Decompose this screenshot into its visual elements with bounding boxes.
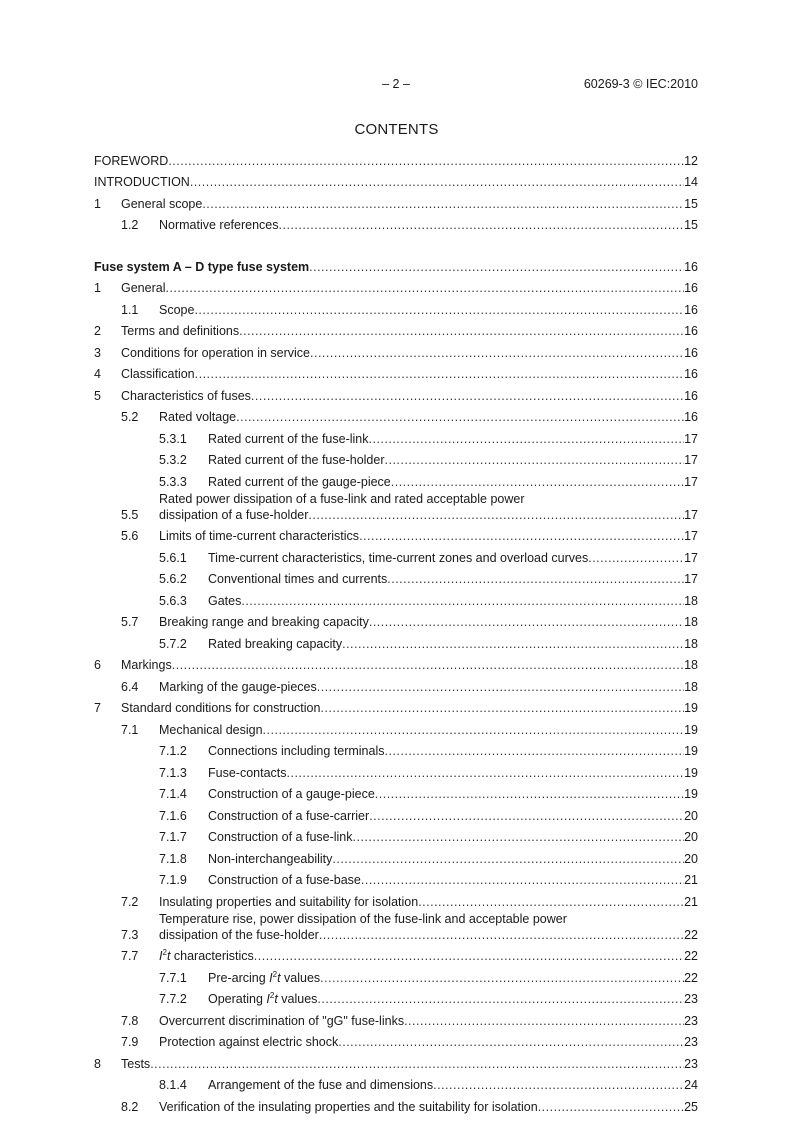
toc-entry-label: INTRODUCTION: [94, 175, 190, 189]
dot-leader: [369, 808, 684, 824]
toc-entry-page: 21: [684, 873, 698, 887]
toc-entry-label: Operating $I^2t$ values: [208, 991, 318, 1006]
toc-entry-label: Rated voltage: [159, 410, 237, 424]
toc-entry[interactable]: [94, 1032, 698, 1054]
toc-entry[interactable]: [94, 215, 698, 237]
toc-entry-number: 7.1.3: [159, 765, 187, 780]
dot-leader: [433, 1077, 684, 1093]
dot-leader: [320, 970, 684, 986]
toc-entry-page: 22: [684, 970, 698, 985]
page-number: – 2 –: [382, 77, 410, 91]
toc-entry-number: 5.7: [121, 615, 139, 629]
toc-entry-label: Mechanical design: [159, 722, 263, 737]
dot-leader: [202, 196, 684, 212]
toc-entry[interactable]: [94, 762, 698, 784]
toc-entry-page: 18: [684, 593, 698, 608]
dot-leader: [251, 388, 684, 404]
toc-entry-number: 5.3.1: [159, 431, 187, 446]
dot-leader: [387, 571, 684, 587]
dot-leader: [165, 280, 684, 296]
toc-entry-number: 1: [94, 281, 101, 295]
dot-leader: [385, 452, 685, 468]
toc-entry-label: Tests: [121, 1056, 151, 1071]
toc-entry[interactable]: [94, 633, 698, 655]
toc-entry-number: 7.3: [121, 927, 139, 942]
contents-title: CONTENTS: [354, 121, 439, 138]
toc-entry-page: 20: [684, 808, 698, 823]
dot-leader: [369, 431, 685, 447]
toc-entry-number: 5.6.1: [159, 550, 187, 565]
toc-entry[interactable]: [94, 967, 698, 989]
toc-entry[interactable]: [94, 676, 698, 698]
toc-entry[interactable]: [94, 741, 698, 763]
toc-entry-label: Rated current of the fuse-holder: [208, 453, 385, 467]
toc-entry-page: 18: [684, 615, 698, 629]
toc-entry[interactable]: [94, 547, 698, 569]
toc-entry-label-line1: Temperature rise, power dissipation of the fuse-link and acceptable power: [159, 911, 567, 926]
dot-leader: [279, 217, 685, 233]
toc-entry-page: 23: [684, 1035, 698, 1049]
toc-entry[interactable]: [94, 1096, 698, 1118]
toc-entry-number: 7.1.8: [159, 851, 187, 866]
dot-leader: [195, 366, 684, 382]
toc-entry-page: 24: [684, 1078, 698, 1092]
toc-entry-label: Insulating properties and suitability for isolation: [159, 894, 419, 909]
toc-entry-page: 18: [684, 636, 698, 651]
toc-entry-page: 18: [684, 658, 698, 672]
toc-entry-number: 7.1.6: [159, 808, 187, 823]
toc-entry[interactable]: [94, 569, 698, 591]
toc-entry[interactable]: [94, 1053, 698, 1075]
dot-leader: [263, 722, 685, 738]
toc-entry-label: Conventional times and currents: [208, 572, 388, 586]
toc-entry-label: Fuse-contacts: [208, 765, 287, 780]
toc-entry[interactable]: [94, 1075, 698, 1097]
toc-entry-number: 7.1.9: [159, 873, 187, 887]
toc-entry-number: 5.3.3: [159, 474, 187, 489]
toc-entry-page: 25: [684, 1099, 698, 1114]
dot-leader: [150, 1056, 684, 1072]
toc-entry-page: 19: [684, 722, 698, 737]
toc-entry-page: 18: [684, 679, 698, 694]
dot-leader: [369, 614, 684, 630]
toc-entry-number: 8: [94, 1056, 101, 1071]
toc-entry-label: FOREWORD: [94, 153, 169, 168]
toc-entry-page: 19: [684, 787, 698, 801]
toc-entry-number: 7.1.4: [159, 787, 187, 801]
toc-entry-number: 3: [94, 345, 101, 360]
page-header: [94, 77, 698, 93]
toc-entry[interactable]: [94, 891, 698, 913]
toc-entry[interactable]: [94, 278, 698, 300]
toc-entry-page: 16: [684, 281, 698, 295]
toc-entry-label: Markings: [121, 658, 172, 672]
toc-entry-page: 16: [684, 259, 698, 274]
dot-leader: [317, 991, 684, 1007]
toc-entry-page: 17: [684, 572, 698, 586]
toc-entry-label: Limits of time-current characteristics: [159, 529, 360, 543]
toc-entry-page: 17: [684, 507, 698, 522]
toc-entry-number: 5.6.3: [159, 593, 187, 608]
dot-leader: [320, 700, 684, 716]
dot-leader: [168, 153, 684, 169]
dot-leader: [404, 1013, 684, 1029]
table-of-contents: [94, 150, 698, 1118]
toc-entry-label: $I^2t$ characteristics: [159, 948, 254, 963]
dot-leader: [308, 507, 684, 523]
toc-entry[interactable]: [94, 342, 698, 364]
toc-entry-number: 5.7.2: [159, 636, 187, 651]
toc-entry-label: Protection against electric shock: [159, 1035, 339, 1049]
toc-entry[interactable]: [94, 946, 698, 968]
toc-entry-label: Construction of a fuse-link: [208, 830, 353, 844]
toc-entry-page: 22: [684, 927, 698, 942]
dot-leader: [194, 302, 684, 318]
toc-entry[interactable]: [94, 407, 698, 429]
toc-entry-page: 23: [684, 992, 698, 1006]
toc-entry-page: 15: [684, 196, 698, 211]
toc-entry[interactable]: [94, 150, 698, 172]
toc-entry-number: 5.3.2: [159, 453, 187, 467]
toc-entry-page: 17: [684, 453, 698, 467]
toc-entry-number: 4: [94, 367, 101, 381]
toc-entry[interactable]: [94, 719, 698, 741]
toc-entry-label: Time-current characteristics, time-current zones and overload curves: [208, 550, 589, 565]
toc-entry-number: 5.6.2: [159, 572, 187, 586]
toc-entry[interactable]: [94, 471, 698, 493]
document-reference: 60269-3 © IEC:2010: [583, 77, 698, 91]
toc-entry-number: 7.1: [121, 722, 139, 737]
dot-leader: [287, 765, 685, 781]
dot-leader: [254, 948, 684, 964]
toc-entry-number: 2: [94, 324, 101, 338]
toc-entry-page: 20: [684, 851, 698, 866]
toc-entry[interactable]: [94, 385, 698, 407]
toc-entry[interactable]: [94, 526, 698, 548]
dot-leader: [538, 1099, 684, 1115]
toc-entry-number: 6.4: [121, 679, 139, 694]
toc-entry[interactable]: [94, 913, 698, 946]
toc-entry[interactable]: [94, 172, 698, 194]
toc-entry[interactable]: [94, 193, 698, 215]
toc-entry-label: Fuse system A – D type fuse system: [94, 259, 310, 274]
toc-entry-number: 7.7.1: [159, 970, 187, 985]
toc-entry-label: Arrangement of the fuse and dimensions: [208, 1078, 434, 1092]
dot-leader: [310, 345, 684, 361]
toc-entry-number: 7.2: [121, 894, 139, 909]
toc-entry-number: 1.1: [121, 302, 139, 317]
dot-leader: [588, 550, 684, 566]
toc-entry-page: 16: [684, 410, 698, 424]
toc-entry-number: 8.1.4: [159, 1078, 187, 1092]
toc-entry-label: Rated current of the gauge-piece: [208, 474, 391, 489]
toc-entry-number: 7.8: [121, 1013, 139, 1028]
toc-entry-page: 20: [684, 830, 698, 844]
toc-entry-page: 16: [684, 367, 698, 381]
toc-entry[interactable]: [94, 450, 698, 472]
toc-entry-label: Rated breaking capacity: [208, 636, 343, 651]
toc-entry-number: 5.2: [121, 410, 139, 424]
toc-entry-number: 6: [94, 658, 101, 672]
dot-leader: [172, 657, 684, 673]
dot-leader: [359, 528, 684, 544]
toc-entry[interactable]: [94, 1010, 698, 1032]
toc-entry-number: 5: [94, 388, 101, 403]
dot-leader: [418, 894, 684, 910]
toc-entry-page: 17: [684, 529, 698, 543]
toc-entry-page: 23: [684, 1056, 698, 1071]
toc-entry-page: 16: [684, 302, 698, 317]
toc-entry-label: Conditions for operation in service: [121, 345, 310, 360]
dot-leader: [309, 259, 684, 275]
toc-entry[interactable]: [94, 698, 698, 720]
toc-entry[interactable]: [94, 299, 698, 321]
toc-entry-number: 7.1.2: [159, 744, 187, 758]
toc-entry-label: Breaking range and breaking capacity: [159, 615, 369, 629]
dot-leader: [384, 743, 684, 759]
toc-entry-number: 8.2: [121, 1099, 139, 1114]
dot-leader: [317, 679, 684, 695]
toc-entry-number: 1: [94, 196, 101, 211]
toc-entry-label: Marking of the gauge-pieces: [159, 679, 317, 694]
toc-entry-label: Connections including terminals: [208, 744, 385, 758]
dot-leader: [391, 474, 684, 490]
toc-entry-label-line1: Rated power dissipation of a fuse-link and rated acceptable power: [159, 491, 525, 506]
toc-entry-label: General scope: [121, 196, 203, 211]
toc-entry-label: General: [121, 281, 166, 295]
toc-entry-label: Classification: [121, 367, 195, 381]
toc-entry-label: Pre-arcing $I^2t$ values: [208, 969, 321, 985]
toc-entry-page: 15: [684, 218, 698, 232]
toc-entry-label: Normative references: [159, 218, 279, 232]
toc-entry-page: 17: [684, 550, 698, 565]
toc-entry-page: 19: [684, 701, 698, 715]
toc-entry[interactable]: [94, 428, 698, 450]
dot-leader: [319, 927, 684, 943]
toc-entry-page: 17: [684, 474, 698, 489]
toc-entry[interactable]: [94, 256, 698, 278]
dot-leader: [239, 323, 684, 339]
toc-entry-number: 7.7: [121, 949, 139, 963]
dot-leader: [241, 593, 684, 609]
toc-entry-label: Construction of a fuse-carrier: [208, 808, 370, 823]
toc-entry-page: 12: [684, 153, 698, 168]
dot-leader: [190, 174, 684, 190]
toc-entry-label: Characteristics of fuses: [121, 388, 251, 403]
toc-entry-page: 19: [684, 765, 698, 780]
toc-entry-label: Verification of the insulating properties and the suitability for isolation: [159, 1099, 538, 1114]
dot-leader: [338, 1034, 684, 1050]
toc-entry[interactable]: [94, 848, 698, 870]
toc-entry-label: Gates: [208, 593, 242, 608]
toc-entry-number: 1.2: [121, 218, 139, 232]
toc-entry[interactable]: [94, 784, 698, 806]
toc-entry[interactable]: [94, 493, 698, 526]
toc-entry-label: Standard conditions for construction: [121, 701, 321, 715]
toc-entry[interactable]: [94, 321, 698, 343]
toc-entry-page: 16: [684, 345, 698, 360]
toc-entry[interactable]: [94, 805, 698, 827]
dot-leader: [332, 851, 684, 867]
toc-entry-page: 16: [684, 388, 698, 403]
toc-entry-label: Scope: [159, 302, 195, 317]
toc-entry[interactable]: [94, 590, 698, 612]
toc-entry-page: 22: [684, 949, 698, 963]
toc-entry-number: 7.9: [121, 1035, 139, 1049]
toc-entry-number: 7.7.2: [159, 992, 187, 1006]
dot-leader: [342, 636, 684, 652]
dot-leader: [375, 786, 684, 802]
toc-entry-label: dissipation of the fuse-holder: [159, 927, 319, 942]
toc-entry-number: 7: [94, 701, 101, 715]
toc-entry[interactable]: [94, 655, 698, 677]
toc-entry[interactable]: [94, 612, 698, 634]
toc-entry[interactable]: [94, 870, 698, 892]
toc-entry[interactable]: [94, 364, 698, 386]
toc-entry-page: 23: [684, 1013, 698, 1028]
toc-entry-label: Terms and definitions: [121, 324, 240, 338]
toc-entry-number: 7.1.7: [159, 830, 187, 844]
toc-entry-number: 5.6: [121, 529, 139, 543]
toc-entry[interactable]: [94, 989, 698, 1011]
toc-entry-page: 21: [684, 894, 698, 909]
toc-entry-page: 16: [684, 324, 698, 338]
toc-entry-label: Construction of a gauge-piece: [208, 787, 375, 801]
dot-leader: [236, 409, 684, 425]
dot-leader: [353, 829, 685, 845]
toc-entry-label: Construction of a fuse-base: [208, 873, 361, 887]
toc-entry-label: dissipation of a fuse-holder: [159, 507, 309, 522]
toc-entry-page: 14: [684, 175, 698, 189]
toc-entry-label: Overcurrent discrimination of "gG" fuse-links: [159, 1013, 405, 1028]
toc-entry[interactable]: [94, 827, 698, 849]
toc-entry-label: Rated current of the fuse-link: [208, 431, 369, 446]
toc-entry-page: 19: [684, 744, 698, 758]
toc-entry-label: Non-interchangeability: [208, 851, 333, 866]
dot-leader: [361, 872, 684, 888]
toc-entry-page: 17: [684, 431, 698, 446]
toc-entry-number: 5.5: [121, 507, 139, 522]
